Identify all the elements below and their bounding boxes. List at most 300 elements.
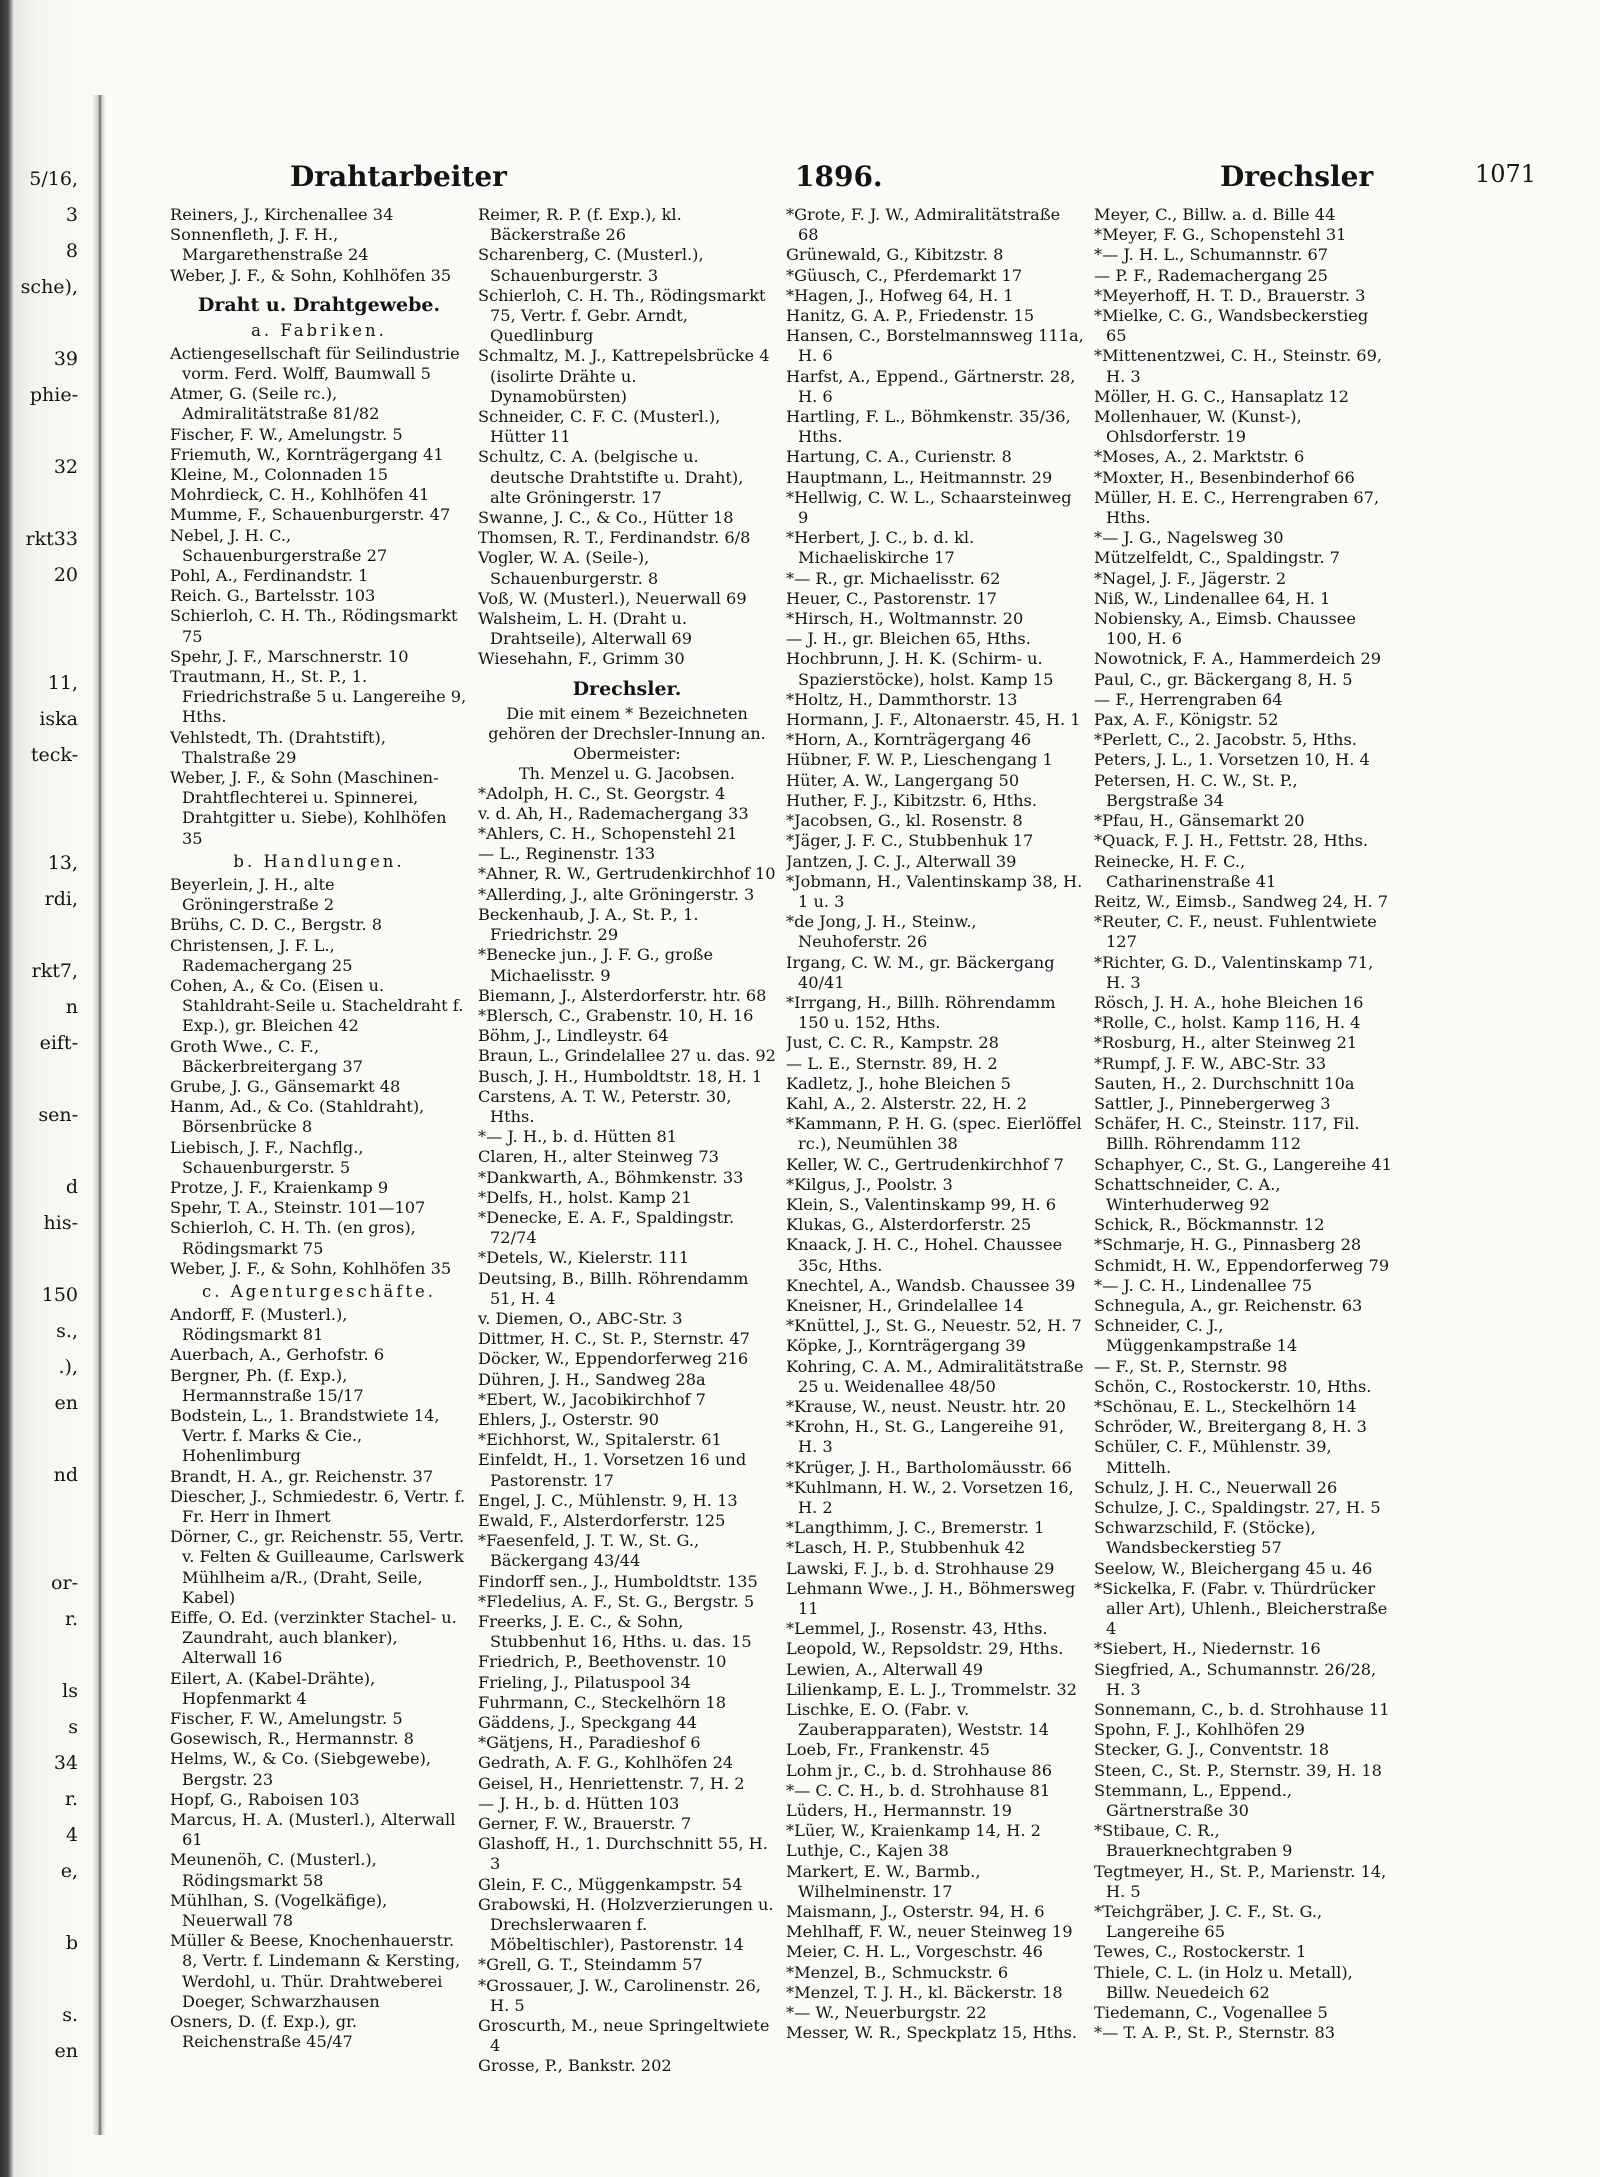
directory-entry: Messer, W. R., Speckplatz 15, Hths.: [786, 2023, 1077, 2043]
directory-entry: *Jobmann, H., Valentinskamp 38, H. 1 u. 3: [786, 871, 1083, 911]
directory-entry: *Rosburg, H., alter Steinweg 21: [1094, 1033, 1358, 1053]
directory-entry: Walsheim, L. H. (Draht u. Drahtseile), Alterwall 69: [478, 609, 693, 649]
directory-entry: Stecker, G. J., Conventstr. 18: [1094, 1740, 1330, 1760]
directory-entry: Liebisch, J. F., Nachflg., Schauenburgerstr. 5: [170, 1137, 364, 1177]
directory-entry: Beyerlein, J. H., alte Gröningerstraße 2: [170, 874, 335, 915]
previous-page-fragment: nd: [53, 1464, 78, 1486]
directory-entry: Hüter, A. W., Langergang 50: [786, 770, 1020, 790]
previous-page-fragment: s: [68, 1716, 78, 1738]
previous-page-fragment: eift-: [39, 1032, 78, 1054]
directory-entry: *— R., gr. Michaelisstr. 62: [786, 568, 1001, 588]
previous-page-fragment: d: [65, 1176, 78, 1198]
directory-entry: Carstens, A. T. W., Peterstr. 30, Hths.: [478, 1086, 732, 1126]
directory-entry: Schierloh, C. H. Th., Rödingsmarkt 75, Vertr. f. Gebr. Arndt, Quedlinburg: [478, 285, 766, 346]
directory-entry: Eiffe, O. Ed. (verzinkter Stachel- u. Zaundraht, auch blanker), Alterwall 16: [170, 1608, 457, 1668]
directory-entry: Keller, W. C., Gertrudenkirchhof 7: [786, 1154, 1064, 1174]
directory-entry: Nebel, J. H. C., Schauenburgerstraße 27: [170, 525, 388, 565]
directory-entry: Grünewald, G., Kibitzstr. 8: [786, 245, 1004, 265]
directory-entry: Dittmer, H. C., St. P., Sternstr. 47: [478, 1329, 750, 1349]
directory-entry: Thiele, C. L. (in Holz u. Metall), Billw. Neuedeich 62: [1094, 1962, 1353, 2002]
directory-entry: *Detels, W., Kielerstr. 111: [478, 1248, 690, 1268]
directory-entry: *— J. H., b. d. Hütten 81: [478, 1127, 678, 1147]
directory-entry: Brühs, C. D. C., Bergstr. 8: [170, 915, 383, 935]
directory-entry: Nowotnick, F. A., Hammerdeich 29: [1094, 649, 1382, 669]
directory-entry: Lewien, A., Alterwall 49: [786, 1659, 984, 1679]
directory-entry: Grabowski, H. (Holzverzierungen u. Drechslerwaaren f. Möbeltischler), Pastorenstr. 14: [478, 1894, 774, 1955]
directory-entry: Schmaltz, M. J., Kattrepelsbrücke 4 (isolirte Drähte u. Dynamobürsten): [478, 346, 770, 406]
directory-entry: Hormann, J. F., Altonaerstr. 45, H. 1: [786, 710, 1081, 730]
directory-entry: Brandt, H. A., gr. Reichenstr. 37: [170, 1466, 434, 1486]
directory-entry: *Kammann, P. H. G. (spec. Eierlöffel rc.), Neumühlen 38: [786, 1114, 1082, 1154]
directory-entry: *Hellwig, C. W. L., Schaarsteinweg 9: [786, 487, 1072, 528]
directory-entry: Vogler, W. A. (Seile-), Schauenburgerstr. 8: [478, 548, 659, 588]
previous-page-fragment: 4: [65, 1824, 78, 1846]
directory-entry: *Menzel, T. J. H., kl. Bäckerstr. 18: [786, 1982, 1063, 2002]
directory-entry: *Mittenentzwei, C. H., Steinstr. 69, H. 3: [1094, 346, 1383, 386]
directory-entry: Gerner, F. W., Brauerstr. 7: [478, 1814, 692, 1834]
directory-entry: *Knüttel, J., St. G., Neuestr. 52, H. 7: [786, 1316, 1082, 1336]
directory-entry: *Dankwarth, A., Böhmkenstr. 33: [478, 1167, 744, 1187]
directory-entry: Lehmann Wwe., J. H., Böhmersweg 11: [786, 1578, 1076, 1619]
directory-entry: Schattschneider, C. A., Winterhuderweg 92: [1094, 1174, 1281, 1214]
directory-entry: Mumme, F., Schauenburgerstr. 47: [170, 505, 451, 525]
directory-entry: Biemann, J., Alsterdorferstr. htr. 68: [478, 985, 767, 1005]
directory-entry: *Mielke, C. G., Wandsbeckerstieg 65: [1094, 306, 1369, 346]
directory-entry: *Hirsch, H., Woltmannstr. 20: [786, 609, 1024, 629]
directory-entry: Sauten, H., 2. Durchschnitt 10a: [1094, 1073, 1355, 1093]
directory-entry: *Moses, A., 2. Marktstr. 6: [1094, 447, 1305, 467]
directory-entry: Mützelfeldt, C., Spaldingstr. 7: [1094, 548, 1340, 568]
directory-entry: *Faesenfeld, J. T. W., St. G., Bäckergang 43/44: [478, 1531, 700, 1571]
directory-entry: *Jäger, J. F. C., Stubbenhuk 17: [786, 831, 1034, 851]
directory-entry: Luthje, C., Kajen 38: [786, 1841, 949, 1861]
directory-entry: Protze, J. F., Kraienkamp 9: [170, 1177, 389, 1197]
directory-entry: Reinecke, H. F. C., Catharinenstraße 41: [1094, 851, 1277, 891]
directory-entry: Harfst, A., Eppend., Gärtnerstr. 28, H. 6: [786, 366, 1076, 406]
directory-entry: Sattler, J., Pinnebergerweg 3: [1094, 1093, 1331, 1113]
directory-entry: *Kuhlmann, H. W., 2. Vorsetzen 16, H. 2: [786, 1477, 1074, 1517]
directory-entry: Müller, H. E. C., Herrengraben 67, Hths.: [1094, 487, 1380, 528]
header-left-title: Drahtarbeiter: [290, 160, 507, 193]
directory-entry: Lohm jr., C., b. d. Strohhause 86: [786, 1760, 1053, 1780]
section-heading: Draht u. Drahtgewebe.: [197, 293, 441, 316]
directory-entry: *Ahlers, C. H., Schopenstehl 21: [478, 824, 738, 844]
directory-entry: *Schönau, E. L., Steckelhörn 14: [1094, 1396, 1357, 1416]
directory-entry: Frieling, J., Pilatuspool 34: [478, 1672, 691, 1692]
header-year: 1896.: [795, 160, 883, 193]
directory-entry: *Fledelius, A. F., St. G., Bergstr. 5: [478, 1591, 755, 1611]
directory-entry: Sonnenfleth, J. F. H., Margarethenstraße 24: [170, 225, 369, 265]
previous-page-fragment: s.,: [56, 1320, 78, 1342]
directory-entry: — J. H., b. d. Hütten 103: [478, 1793, 680, 1813]
previous-page-fragment: r.: [64, 1788, 78, 1810]
directory-entry: *Kilgus, J., Poolstr. 3: [786, 1174, 953, 1194]
directory-entry: Eilert, A. (Kabel-Drähte), Hopfenmarkt 4: [170, 1668, 376, 1708]
directory-entry: *Jacobsen, G., kl. Rosenstr. 8: [786, 811, 1023, 831]
directory-entry: Schaphyer, C., St. G., Langereihe 41: [1094, 1154, 1392, 1174]
directory-entry: Dühren, J. H., Sandweg 28a: [478, 1369, 706, 1389]
section-note: Die mit einem * Bezeichneten gehören der Drechsler-Innung an.: [488, 703, 766, 743]
columns: [170, 205, 1570, 2135]
directory-entry: *Lemmel, J., Rosenstr. 43, Hths.: [786, 1619, 1048, 1639]
directory-entry: Gedrath, A. F. G., Kohlhöfen 24: [478, 1753, 734, 1773]
section-subheading: b. Handlungen.: [233, 851, 405, 871]
directory-entry: Beckenhaub, J. A., St. P., 1. Friedrichstr. 29: [478, 904, 699, 945]
directory-entry: Findorff sen., J., Humboldtstr. 135: [478, 1571, 758, 1591]
directory-entry: *Grossauer, J. W., Carolinenstr. 26, H. 5: [478, 1975, 761, 2015]
section-heading: Drechsler.: [572, 677, 682, 700]
previous-page-fragment: 8: [65, 240, 78, 262]
directory-entry: Braun, L., Grindelallee 27 u. das. 92: [478, 1046, 776, 1066]
directory-entry: Actiengesellschaft für Seilindustrie vorm. Ferd. Wolff, Baumwall 5: [170, 343, 460, 384]
directory-entry: *Holtz, H., Dammthorstr. 13: [786, 689, 1018, 709]
previous-page-fragment: 13,: [47, 852, 78, 874]
directory-entry: Kahl, A., 2. Alsterstr. 22, H. 2: [786, 1093, 1028, 1113]
directory-entry: Fuhrmann, C., Steckelhörn 18: [478, 1692, 727, 1712]
directory-entry: Heuer, C., Pastorenstr. 17: [786, 588, 997, 608]
previous-page-fragment: 34: [53, 1752, 78, 1774]
previous-page-fragment: ls: [62, 1680, 78, 1702]
directory-entry: — J. H., gr. Bleichen 65, Hths.: [786, 629, 1031, 649]
directory-entry: — L., Reginenstr. 133: [478, 844, 656, 864]
directory-entry: Hanm, Ad., & Co. (Stahldraht), Börsenbrücke 8: [170, 1097, 425, 1137]
directory-entry: Nobiensky, A., Eimsb. Chaussee 100, H. 6: [1094, 609, 1356, 649]
previous-page-fragment: e,: [60, 1860, 78, 1882]
directory-entry: *Meyer, F. G., Schopenstehl 31: [1094, 225, 1347, 245]
directory-entry: Seelow, W., Bleichergang 45 u. 46: [1094, 1558, 1373, 1578]
directory-entry: — F., St. P., Sternstr. 98: [1094, 1356, 1288, 1376]
directory-entry: *Rumpf, J. F. W., ABC-Str. 33: [1094, 1053, 1327, 1073]
directory-entry: *Eichhorst, W., Spitalerstr. 61: [478, 1430, 722, 1450]
directory-entry: Mohrdieck, C. H., Kohlhöfen 41: [170, 485, 430, 505]
directory-entry: Atmer, G. (Seile rc.), Admiralitätstraße 81/82: [170, 384, 380, 424]
directory-entry: Marcus, H. A. (Musterl.), Alterwall 61: [170, 1810, 456, 1850]
directory-entry: *Güusch, C., Pferdemarkt 17: [786, 265, 1023, 285]
directory-entry: *Teichgräber, J. C. F., St. G., Langereihe 65: [1094, 1902, 1323, 1942]
directory-entry: *Stibaue, C. R., Brauerknechtgraben 9: [1094, 1821, 1293, 1861]
directory-entry: Busch, J. H., Humboldtstr. 18, H. 1: [478, 1066, 763, 1086]
previous-page-fragment: 5/16,: [29, 168, 78, 190]
directory-entry: Pax, A. F., Königstr. 52: [1094, 710, 1279, 730]
directory-entry: Osners, D. (f. Exp.), gr. Reichenstraße 45/47: [170, 2012, 358, 2052]
directory-entry: Schön, C., Rostockerstr. 10, Hths.: [1094, 1376, 1372, 1396]
directory-entry: Meyer, C., Billw. a. d. Bille 44: [1094, 205, 1336, 224]
directory-entry: Lawski, F. J., b. d. Strohhause 29: [786, 1558, 1055, 1578]
directory-entry: *Horn, A., Kornträgergang 46: [786, 730, 1032, 750]
directory-entry: Ewald, F., Alsterdorferstr. 125: [478, 1510, 726, 1530]
directory-entry: Schneider, C. J., Müggenkampstraße 14: [1094, 1316, 1298, 1356]
directory-entry: *Grote, F. J. W., Admiralitätstraße 68: [786, 205, 1061, 245]
directory-entry: *— C. C. H., b. d. Strohhause 81: [786, 1780, 1051, 1800]
directory-entry: Schierloh, C. H. Th. (en gros), Rödingsmarkt 75: [170, 1218, 416, 1258]
directory-entry: *Langthimm, J. C., Bremerstr. 1: [786, 1518, 1045, 1538]
directory-entry: Engel, J. C., Mühlenstr. 9, H. 13: [478, 1490, 738, 1510]
directory-entry: Fischer, F. W., Amelungstr. 5: [170, 1709, 403, 1729]
directory-entry: Reitz, W., Eimsb., Sandweg 24, H. 7: [1094, 891, 1389, 911]
section-note: Th. Menzel u. G. Jacobsen.: [518, 763, 736, 783]
directory-entry: Mühlhan, S. (Vogelkäfige), Neuerwall 78: [170, 1890, 388, 1931]
directory-entry: Schäfer, H. C., Steinstr. 117, Fil. Billh. Röhrendamm 112: [1094, 1114, 1360, 1154]
directory-entry: Reiners, J., Kirchenallee 34: [170, 205, 394, 224]
directory-entry: *Perlett, C., 2. Jacobstr. 5, Hths.: [1094, 730, 1357, 750]
directory-entry: Auerbach, A., Gerhofstr. 6: [170, 1345, 385, 1365]
directory-entry: Schnegula, A., gr. Reichenstr. 63: [1094, 1295, 1363, 1315]
directory-entry: Peters, J. L., 1. Vorsetzen 10, H. 4: [1094, 750, 1370, 770]
directory-entry: *Allerding, J., alte Gröningerstr. 3: [478, 884, 755, 904]
directory-entry: *Siebert, H., Niedernstr. 16: [1094, 1639, 1321, 1659]
directory-entry: Trautmann, H., St. P., 1. Friedrichstraße 5 u. Langereihe 9, Hths.: [170, 667, 467, 727]
directory-entry: Spehr, J. F., Marschnerstr. 10: [170, 646, 409, 666]
column-1: [170, 205, 468, 2135]
directory-entry: Hartung, C. A., Curienstr. 8: [786, 447, 1012, 467]
directory-entry: *— T. A. P., St. P., Sternstr. 83: [1094, 2023, 1336, 2043]
directory-entry: Glashoff, H., 1. Durchschnitt 55, H. 3: [478, 1834, 768, 1874]
directory-entry: Schmidt, H. W., Eppendorferweg 79: [1094, 1255, 1390, 1275]
directory-entry: Grube, J. G., Gänsemarkt 48: [170, 1076, 401, 1096]
directory-entry: Fischer, F. W., Amelungstr. 5: [170, 424, 403, 444]
directory-entry: Niß, W., Lindenallee 64, H. 1: [1094, 588, 1331, 608]
directory-entry: Voß, W. (Musterl.), Neuerwall 69: [478, 588, 747, 608]
directory-entry: Schick, R., Böckmannstr. 12: [1094, 1215, 1325, 1235]
previous-page-fragment: iska: [39, 708, 78, 730]
directory-entry: Köpke, J., Kornträgergang 39: [786, 1336, 1026, 1356]
directory-entry: Hopf, G., Raboisen 103: [170, 1789, 360, 1809]
directory-entry: Schierloh, C. H. Th., Rödingsmarkt 75: [170, 606, 458, 646]
previous-page-fragments: [0, 95, 82, 2135]
directory-entry: Glein, F. C., Müggenkampstr. 54: [478, 1874, 743, 1894]
directory-entry: Kneisner, H., Grindelallee 14: [786, 1295, 1024, 1315]
directory-entry: *Meyerhoff, H. T. D., Brauerstr. 3: [1094, 285, 1366, 305]
directory-entry: *Moxter, H., Besenbinderhof 66: [1094, 467, 1355, 487]
previous-page-fragment: rkt33: [25, 528, 78, 550]
directory-entry: Scharenberg, C. (Musterl.), Schauenburgerstr. 3: [478, 245, 704, 285]
directory-entry: Schulz, J. H. C., Neuerwall 26: [1094, 1477, 1338, 1497]
directory-entry: Böhm, J., Lindleystr. 64: [478, 1026, 669, 1046]
page-header: [170, 160, 1570, 200]
directory-entry: *Krohn, H., St. G., Langereihe 91, H. 3: [786, 1417, 1065, 1457]
directory-entry: Freerks, J. E. C., & Sohn, Stubbenhut 16, Hths. u. das. 15: [478, 1612, 752, 1652]
column-2: [478, 205, 776, 2135]
directory-entry: *Hagen, J., Hofweg 64, H. 1: [786, 285, 1014, 305]
directory-entry: Paul, C., gr. Bäckergang 8, H. 5: [1094, 669, 1353, 689]
directory-entry: Hartling, F. L., Böhmkenstr. 35/36, Hths.: [786, 407, 1071, 447]
directory-entry: Schwarzschild, F. (Stöcke), Wandsbeckerstieg 57: [1094, 1518, 1316, 1558]
directory-entry: *Herbert, J. C., b. d. kl. Michaeliskirche 17: [786, 528, 975, 568]
directory-entry: Bodstein, L., 1. Brandstwiete 14, Vertr. f. Marks & Cie., Hohenlimburg: [170, 1405, 440, 1466]
directory-entry: Hübner, F. W. P., Lieschengang 1: [786, 750, 1053, 770]
directory-entry: v. d. Ah, H., Rademachergang 33: [478, 803, 749, 823]
previous-page-fragment: rdi,: [44, 888, 78, 910]
directory-entry: Schultz, C. A. (belgische u. deutsche Drahtstifte u. Draht), alte Gröningerstr. 17: [478, 447, 744, 507]
section-note: Obermeister:: [573, 743, 681, 763]
directory-entry: Petersen, H. C. W., St. P., Bergstraße 34: [1094, 770, 1298, 810]
directory-entry: Klukas, G., Alsterdorferstr. 25: [786, 1215, 1032, 1235]
directory-entry: Dörner, C., gr. Reichenstr. 55, Vertr. v. Felten & Guilleaume, Carlswerk Mühlheim a/R., (Draht, Seile, Kabel): [170, 1527, 465, 1607]
previous-page-fragment: rkt7,: [31, 960, 78, 982]
directory-entry: Meier, C. H. L., Vorgeschstr. 46: [786, 1942, 1043, 1962]
directory-entry: Ehlers, J., Osterstr. 90: [478, 1409, 660, 1429]
directory-entry: *Schmarje, H. G., Pinnasberg 28: [1094, 1235, 1362, 1255]
directory-entry: Hochbrunn, J. H. K. (Schirm- u. Spazierstöcke), holst. Kamp 15: [786, 649, 1054, 689]
directory-entry: Klein, S., Valentinskamp 99, H. 6: [786, 1194, 1057, 1214]
directory-entry: *Reuter, C. F., neust. Fuhlentwiete 127: [1094, 912, 1377, 952]
directory-entry: Vehlstedt, Th. (Drahtstift), Thalstraße 29: [170, 727, 387, 767]
previous-page-fragment: sen-: [38, 1104, 78, 1126]
directory-entry: *Blersch, C., Grabenstr. 10, H. 16: [478, 1005, 754, 1025]
directory-entry: Kleine, M., Colonnaden 15: [170, 465, 389, 485]
directory-entry: *Sickelka, F. (Fabr. v. Thürdrücker aller Art), Uhlenh., Bleicherstraße 4: [1094, 1578, 1388, 1639]
directory-entry: Bergner, Ph. (f. Exp.), Hermannstraße 15/17: [170, 1365, 364, 1405]
directory-entry: Tewes, C., Rostockerstr. 1: [1094, 1942, 1307, 1962]
directory-entry: *Ahner, R. W., Gertrudenkirchhof 10: [478, 864, 776, 884]
directory-entry: Claren, H., alter Steinweg 73: [478, 1147, 719, 1167]
previous-page-fragment: .),: [58, 1356, 78, 1378]
directory-entry: Loeb, Fr., Frankenstr. 45: [786, 1740, 990, 1760]
directory-entry: Groth Wwe., C. F., Bäckerbreitergang 37: [170, 1036, 363, 1076]
directory-entry: Gosewisch, R., Hermannstr. 8: [170, 1729, 414, 1749]
directory-entry: Reimer, R. P. (f. Exp.), kl. Bäckerstraße 26: [478, 205, 682, 245]
directory-entry: Hanitz, G. A. P., Friedenstr. 15: [786, 306, 1035, 326]
directory-entry: Mehlhaff, F. W., neuer Steinweg 19: [786, 1922, 1073, 1942]
directory-entry: Sonnemann, C., b. d. Strohhause 11: [1094, 1700, 1390, 1720]
directory-entry: Rösch, J. H. A., hohe Bleichen 16: [1094, 992, 1364, 1012]
directory-entry: Döcker, W., Eppendorferweg 216: [478, 1349, 749, 1369]
directory-entry: *Pfau, H., Gänsemarkt 20: [1094, 811, 1305, 831]
directory-entry: *Nagel, J. F., Jägerstr. 2: [1094, 568, 1287, 588]
directory-entry: Friedrich, P., Beethovenstr. 10: [478, 1652, 727, 1672]
previous-page-fragment: 20: [53, 564, 78, 586]
previous-page-fragment: r.: [64, 1608, 78, 1630]
directory-entry: Huther, F. J., Kibitzstr. 6, Hths.: [786, 790, 1037, 810]
previous-page-fragment: n: [65, 996, 78, 1018]
directory-entry: Geisel, H., Henriettenstr. 7, H. 2: [478, 1773, 745, 1793]
directory-entry: Jantzen, J. C. J., Alterwall 39: [786, 851, 1017, 871]
header-page-number: 1071: [1475, 160, 1537, 188]
directory-entry: *Grell, G. T., Steindamm 57: [478, 1955, 703, 1975]
directory-entry: Diescher, J., Schmiedestr. 6, Vertr. f. Fr. Herr in Ihmert: [170, 1486, 466, 1526]
directory-entry: Tegtmeyer, H., St. P., Marienstr. 14, H. 5: [1094, 1861, 1387, 1901]
directory-entry: — P. F., Rademachergang 25: [1094, 265, 1328, 285]
directory-entry: Schulze, J. C., Spaldingstr. 27, H. 5: [1094, 1498, 1381, 1517]
previous-page-fragment: en: [54, 1392, 78, 1414]
previous-page-fragment: or-: [51, 1572, 78, 1594]
directory-entry: *— J. H. L., Schumannstr. 67: [1094, 245, 1329, 265]
directory-entry: Thomsen, R. T., Ferdinandstr. 6/8: [478, 528, 751, 548]
previous-page-fragment: 39: [53, 348, 78, 370]
directory-entry: v. Diemen, O., ABC-Str. 3: [478, 1308, 683, 1328]
directory-entry: Christensen, J. F. L., Rademachergang 25: [170, 935, 353, 975]
section-subheading: c. Agenturgeschäfte.: [202, 1281, 436, 1301]
directory-entry: Kadletz, J., hohe Bleichen 5: [786, 1073, 1011, 1093]
previous-page-fragment: b: [65, 1932, 78, 1954]
directory-entry: Lischke, E. O. (Fabr. v. Zauberapparaten), Weststr. 14: [786, 1700, 1049, 1740]
directory-entry: Meunenöh, C. (Musterl.), Rödingsmarkt 58: [170, 1850, 377, 1890]
previous-page-fragment: 3: [65, 204, 78, 226]
directory-entry: Helms, W., & Co. (Siebgewebe), Bergstr. 23: [170, 1749, 432, 1789]
directory-entry: Maismann, J., Osterstr. 94, H. 6: [786, 1902, 1045, 1922]
directory-entry: Müller & Beese, Knochenhauerstr. 8, Vertr. f. Lindemann & Kersting, Werdohl, u. Thür. Drahtweberei Doeger, Schwarzhausen: [170, 1931, 461, 2011]
directory-entry: Swanne, J. C., & Co., Hütter 18: [478, 508, 734, 528]
directory-entry: Schüler, C. F., Mühlenstr. 39, Mittelh.: [1094, 1437, 1332, 1477]
directory-entry: Kohring, C. A. M., Admiralitätstraße 25 u. Weidenallee 48/50: [786, 1356, 1084, 1396]
directory-entry: Schneider, C. F. C. (Musterl.), Hütter 11: [478, 407, 721, 447]
directory-entry: Tiedemann, C., Vogenallee 5: [1094, 2003, 1328, 2023]
directory-entry: *Irrgang, H., Billh. Röhrendamm 150 u. 152, Hths.: [786, 992, 1056, 1033]
directory-entry: *de Jong, J. H., Steinw., Neuhoferstr. 26: [786, 912, 977, 952]
directory-entry: Lüders, H., Hermannstr. 19: [786, 1801, 1012, 1821]
directory-entry: Einfeldt, H., 1. Vorsetzen 16 und Pastorenstr. 17: [478, 1450, 747, 1490]
directory-entry: Spohn, F. J., Kohlhöfen 29: [1094, 1720, 1305, 1740]
directory-entry: Pohl, A., Ferdinandstr. 1: [170, 566, 369, 586]
directory-entry: Spehr, T. A., Steinstr. 101—107: [170, 1198, 426, 1218]
directory-entry: Knaack, J. H. C., Hohel. Chaussee 35c, Hths.: [786, 1235, 1063, 1275]
directory-entry: *Rolle, C., holst. Kamp 116, H. 4: [1094, 1013, 1361, 1033]
directory-entry: *Benecke jun., J. F. G., große Michaelisstr. 9: [478, 945, 714, 985]
directory-entry: *Denecke, E. A. F., Spaldingstr. 72/74: [478, 1207, 735, 1248]
directory-entry: Schröder, W., Breitergang 8, H. 3: [1094, 1417, 1367, 1437]
previous-page-fragment: 150: [41, 1284, 78, 1306]
directory-entry: Stemmann, L., Eppend., Gärtnerstraße 30: [1094, 1780, 1293, 1821]
directory-entry: *Adolph, H. C., St. Georgstr. 4: [478, 783, 726, 803]
directory-entry: *Krause, W., neust. Neustr. htr. 20: [786, 1396, 1066, 1416]
previous-page-fragment: his-: [43, 1212, 78, 1234]
book-gutter: [92, 95, 106, 2135]
directory-entry: Weber, J. F., & Sohn, Kohlhöfen 35: [170, 265, 452, 285]
directory-entry: — F., Herrengraben 64: [1094, 689, 1283, 709]
directory-entry: Deutsing, B., Billh. Röhrendamm 51, H. 4: [478, 1268, 749, 1308]
previous-page-fragment: 32: [53, 456, 78, 478]
directory-entry: Cohen, A., & Co. (Eisen u. Stahldraht-Seile u. Stacheldraht f. Exp.), gr. Bleichen 42: [170, 975, 464, 1036]
header-right-title: Drechsler: [1220, 160, 1374, 193]
directory-entry: Groscurth, M., neue Springeltwiete 4: [478, 2016, 770, 2056]
directory-entry: Grosse, P., Bankstr. 202: [478, 2056, 672, 2076]
directory-entry: *Krüger, J. H., Bartholomäusstr. 66: [786, 1457, 1072, 1477]
directory-entry: Wiesehahn, F., Grimm 30: [478, 649, 685, 669]
directory-entry: *Gätjens, H., Paradieshof 6: [478, 1733, 701, 1753]
directory-entry: Lilienkamp, E. L. J., Trommelstr. 32: [786, 1679, 1077, 1699]
directory-entry: Weber, J. F., & Sohn (Maschinen-Drahtflechterei u. Spinnerei, Drahtgitter u. Siebe), Kohlhöfen 35: [170, 768, 447, 848]
previous-page-fragment: s.: [62, 2004, 78, 2026]
directory-entry: Hauptmann, L., Heitmannstr. 29: [786, 467, 1053, 487]
directory-entry: Gäddens, J., Speckgang 44: [478, 1713, 698, 1733]
directory-entry: *Menzel, B., Schmuckstr. 6: [786, 1962, 1009, 1982]
directory-entry: *Lasch, H. P., Stubbenhuk 42: [786, 1538, 1026, 1558]
column-4: [1094, 205, 1392, 2135]
directory-entry: Friemuth, W., Kornträgergang 41: [170, 444, 444, 464]
directory-page: [120, 110, 1590, 2160]
directory-entry: *Lüer, W., Kraienkamp 14, H. 2: [786, 1821, 1041, 1841]
directory-entry: Irgang, C. W. M., gr. Bäckergang 40/41: [786, 952, 1055, 992]
directory-entry: Mollenhauer, W. (Kunst-), Ohlsdorferstr. 19: [1094, 407, 1302, 447]
directory-entry: *Ebert, W., Jacobikirchhof 7: [478, 1389, 706, 1409]
directory-entry: *Quack, F. J. H., Fettstr. 28, Hths.: [1094, 831, 1369, 851]
directory-entry: Leopold, W., Repsoldstr. 29, Hths.: [786, 1639, 1064, 1659]
directory-entry: Reich. G., Bartelsstr. 103: [170, 586, 376, 606]
previous-page-fragment: phie-: [29, 384, 78, 406]
directory-entry: *— W., Neuerburgstr. 22: [786, 2003, 987, 2023]
previous-page-fragment: en: [54, 2040, 78, 2062]
directory-entry: Markert, E. W., Barmb., Wilhelminenstr. 17: [786, 1861, 981, 1901]
section-subheading: a. Fabriken.: [251, 320, 387, 340]
directory-entry: — L. E., Sternstr. 89, H. 2: [786, 1053, 998, 1073]
directory-entry: Möller, H. G. C., Hansaplatz 12: [1094, 386, 1349, 406]
directory-entry: *— J. G., Nagelsweg 30: [1094, 528, 1284, 548]
directory-entry: *Richter, G. D., Valentinskamp 71, H. 3: [1094, 952, 1374, 992]
directory-entry: Siegfried, A., Schumannstr. 26/28, H. 3: [1094, 1659, 1377, 1699]
directory-entry: Steen, C., St. P., Sternstr. 39, H. 18: [1094, 1760, 1382, 1780]
previous-page-fragment: sche),: [20, 276, 78, 298]
directory-entry: Weber, J. F., & Sohn, Kohlhöfen 35: [170, 1258, 452, 1278]
